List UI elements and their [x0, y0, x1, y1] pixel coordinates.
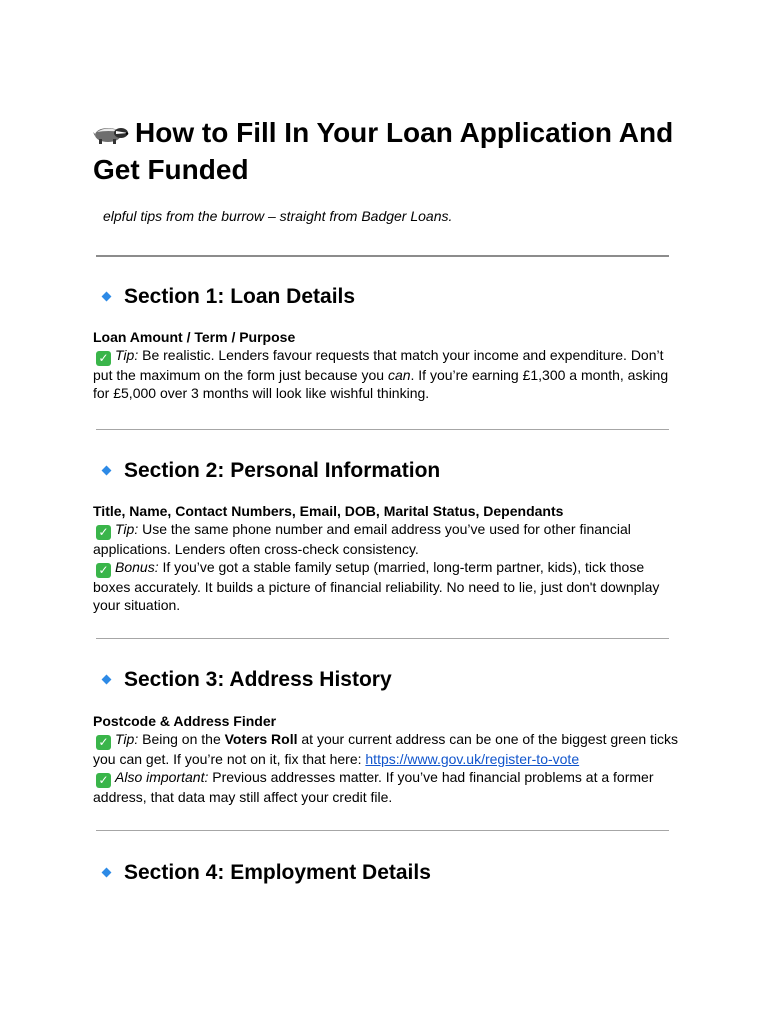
title-text: How to Fill In Your Loan Application And Get Funded: [93, 117, 674, 185]
badger-icon: [93, 121, 129, 145]
voters-roll-text: Voters Roll: [224, 731, 298, 747]
tip-text: Previous addresses matter. If you’ve had financial problems at a former address, that data may still affect your credit file.: [93, 769, 654, 805]
tip-label: Tip:: [115, 347, 139, 363]
section-heading-text: Section 1: Loan Details: [124, 285, 356, 308]
section-heading-text: Section 4: Employment Details: [124, 861, 431, 884]
tip-paragraph: [93, 520, 681, 558]
tip-label: Bonus:: [115, 559, 159, 575]
section-heading-employment-details: [100, 860, 431, 886]
tip-text: Use the same phone number and email address you’ve used for other financial applications. Lenders often cross-check consistency.: [93, 521, 631, 557]
section-heading-text: Section 2: Personal Information: [124, 459, 441, 482]
blue-diamond-icon: [102, 292, 112, 302]
subtitle: elpful tips from the burrow – straight from Badger Loans.: [103, 208, 453, 224]
tip-emphasis: can: [387, 367, 411, 383]
divider: [96, 638, 669, 639]
section-heading-personal-information: [100, 458, 440, 484]
register-to-vote-link[interactable]: https://www.gov.uk/register-to-vote: [365, 751, 580, 767]
check-mark-icon: ✓: [96, 351, 111, 366]
tip-text: Being on the: [142, 731, 225, 747]
tip-text: . If you’re earning £1,300 a month, asking for £5,000 over 3 months will look like wishful thinking.: [93, 367, 669, 401]
tip-label: Also important:: [115, 769, 209, 785]
divider: [96, 830, 669, 831]
tip-paragraph: [93, 730, 681, 768]
field-label: Title, Name, Contact Numbers, Email, DOB, Marital Status, Dependants: [93, 503, 564, 519]
section-body-loan-details: [93, 328, 681, 402]
divider: [96, 429, 669, 430]
section-body-personal-information: [93, 502, 681, 614]
check-mark-icon: ✓: [96, 773, 111, 788]
check-mark-icon: ✓: [96, 563, 111, 578]
field-label: Loan Amount / Term / Purpose: [93, 329, 296, 345]
tip-text: If you’ve got a stable family setup (married, long-term partner, kids), tick those boxes accurately. It builds a picture of financial reliability. No need to lie, just don't downplay your situation.: [93, 559, 660, 613]
blue-diamond-icon: [102, 675, 112, 685]
field-label: Postcode & Address Finder: [93, 713, 277, 729]
divider: [96, 255, 669, 257]
section-heading-loan-details: [100, 284, 355, 310]
blue-diamond-icon: [102, 466, 112, 476]
blue-diamond-icon: [102, 868, 112, 878]
page-title: [93, 114, 693, 188]
tip-label: Tip:: [115, 521, 139, 537]
section-heading-address-history: [100, 667, 392, 693]
tip-text: Be realistic. Lenders favour requests that match your income and expenditure. Don’t put the maximum on the form just because you: [93, 347, 664, 383]
tip-paragraph: [93, 558, 681, 614]
check-mark-icon: ✓: [96, 525, 111, 540]
tip-text: at your current address can be one of the biggest green ticks you can get. If you’re not on it, fix that here:: [93, 731, 679, 767]
section-body-address-history: [93, 712, 681, 806]
tip-paragraph: [93, 346, 681, 402]
tip-paragraph: [93, 768, 681, 806]
check-mark-icon: ✓: [96, 735, 111, 750]
section-heading-text: Section 3: Address History: [124, 668, 392, 691]
tip-label: Tip:: [115, 731, 139, 747]
